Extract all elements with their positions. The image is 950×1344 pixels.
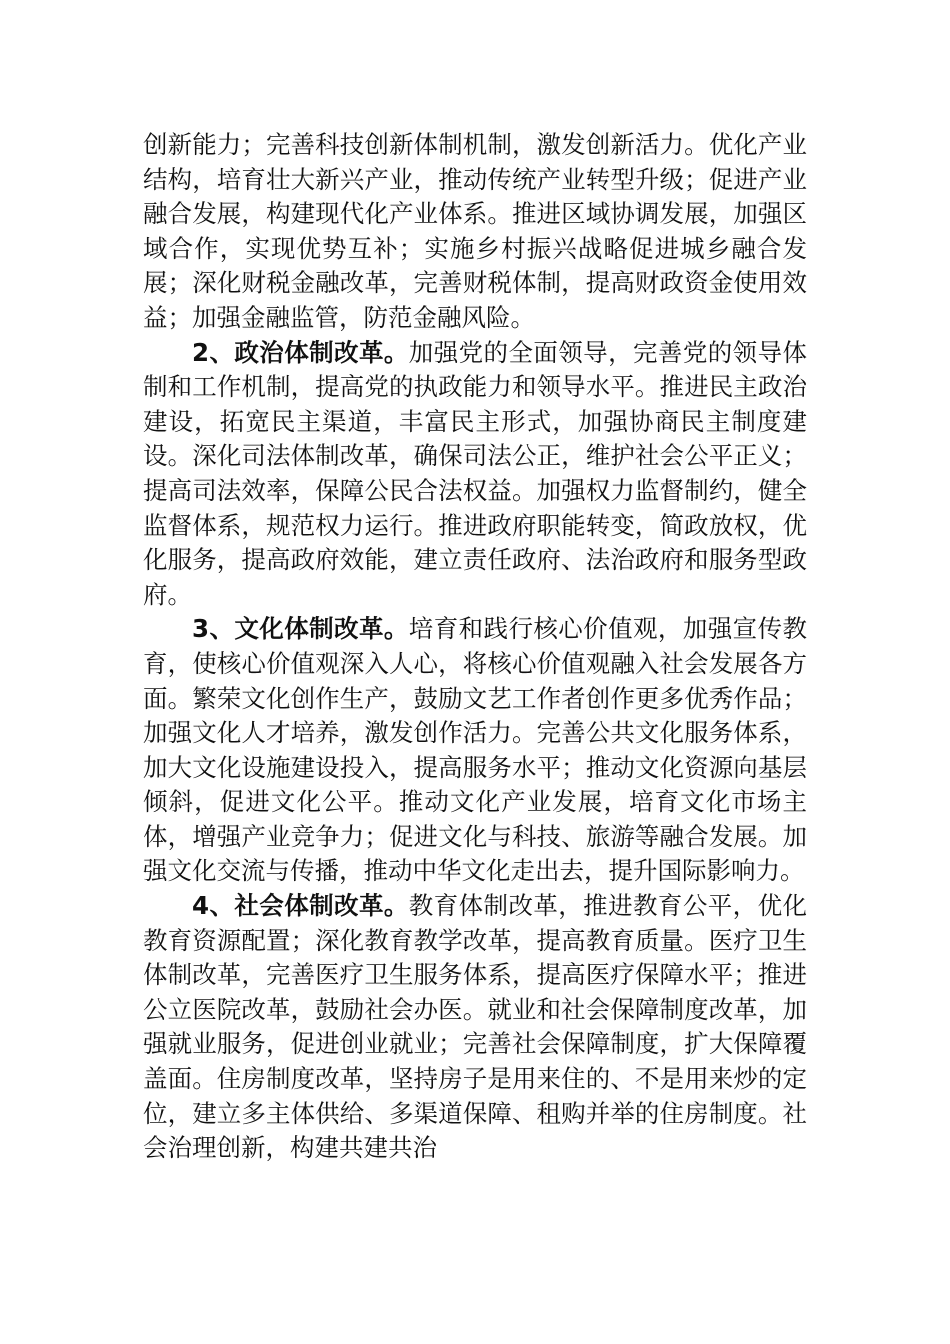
section-heading-social-reform: 4、社会体制改革。	[192, 891, 409, 921]
paragraph-text: 教育体制改革，推进教育公平，优化教育资源配置；深化教育教学改革，提高教育质量。医疗卫生体制改革，完善医疗卫生服务体系，提高医疗保障水平；推进公立医院改革，鼓励社会办医。就业和社会保障制度改革，加强就业服务，促进创业就业；完善社会保障制度，扩大保障覆盖面。住房制度改革，坚持房子是用来住的、不是用来炒的定位，建立多主体供给、多渠道保障、租购并举的住房制度。社会治理创新，构建共建共治	[143, 891, 808, 1163]
paragraph-economic-continuation	[143, 128, 807, 336]
paragraph-text: 加强党的全面领导，完善党的领导体制和工作机制，提高党的执政能力和领导水平。推进民主政治建设，拓宽民主渠道，丰富民主形式，加强协商民主制度建设。深化司法体制改革，确保司法公正，维护社会公平正义；提高司法效率，保障公民合法权益。加强权力监督制约，健全监督体系，规范权力运行。推进政府职能转变，简政放权，优化服务，提高政府效能，建立责任政府、法治政府和服务型政府。	[143, 337, 808, 609]
document-body	[143, 128, 807, 1166]
paragraph-social-reform	[143, 889, 807, 1166]
paragraph-text: 培育和践行核心价值观，加强宣传教育，使核心价值观深入人心，将核心价值观融入社会发展各方面。繁荣文化创作生产，鼓励文艺工作者创作更多优秀作品；加强文化人才培养，激发创作活力。完善公共文化服务体系，加大文化设施建设投入，提高服务水平；推动文化资源向基层倾斜，促进文化公平。推动文化产业发展，培育文化市场主体，增强产业竞争力；促进文化与科技、旅游等融合发展。加强文化交流与传播，推动中华文化走出去，提升国际影响力。	[143, 614, 808, 886]
paragraph-cultural-reform	[143, 612, 807, 889]
paragraph-political-reform	[143, 336, 807, 613]
section-heading-cultural-reform: 3、文化体制改革。	[192, 614, 409, 644]
section-heading-political-reform: 2、政治体制改革。	[192, 337, 409, 367]
paragraph-text: 创新能力；完善科技创新体制机制，激发创新活力。优化产业结构，培育壮大新兴产业，推动传统产业转型升级；促进产业融合发展，构建现代化产业体系。推进区域协调发展，加强区域合作，实现优势互补；实施乡村振兴战略促进城乡融合发展；深化财税金融改革，完善财税体制，提高财政资金使用效益；加强金融监管，防范金融风险。	[143, 130, 807, 332]
